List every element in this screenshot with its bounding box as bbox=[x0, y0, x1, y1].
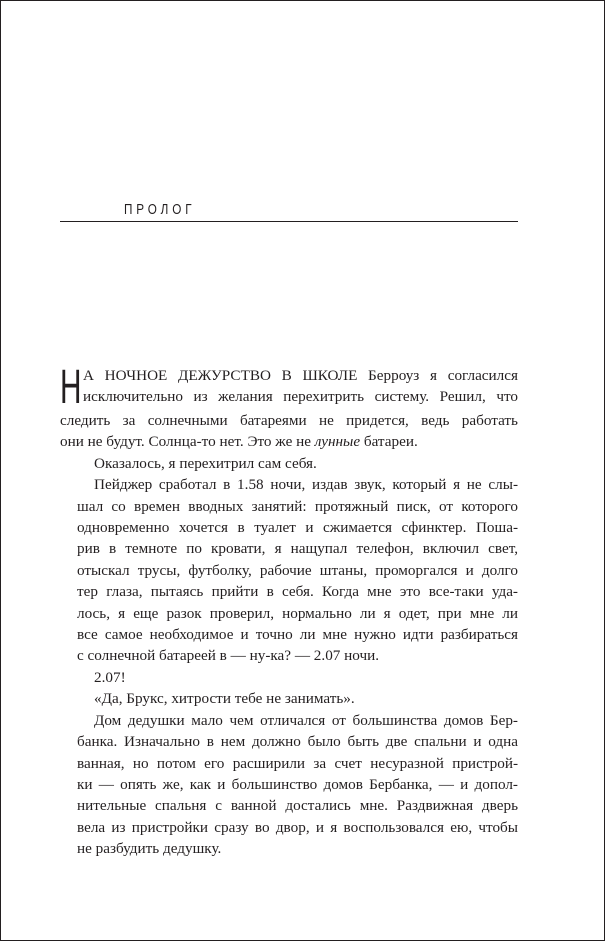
text-line: ванная, но потом его расширили за счет несуразной пристрой- bbox=[77, 754, 518, 772]
text-line: вела из пристройки сразу во двор, и я воспользовался ею, чтобы bbox=[77, 818, 518, 836]
paragraph bbox=[60, 667, 518, 688]
opening-paragraph bbox=[60, 361, 518, 453]
italic-word: лунные bbox=[314, 433, 361, 451]
text-line: все самое необходимое и точно ли мне нужно идти разбираться bbox=[77, 626, 518, 644]
text-line: рив в темноте по кровати, я нащупал телефон, включил свет, bbox=[77, 540, 518, 558]
text-line: 2.07! bbox=[94, 668, 126, 686]
text-line: одновременно хочется в туалет и сжимается сфинктер. Поша- bbox=[77, 519, 518, 537]
text-line: тер глаза, пытаясь прийти в себя. Когда мне это все-таки уда- bbox=[77, 583, 518, 601]
text-line: нительные спальня с ванной достались мне. Раздвижная дверь bbox=[77, 797, 518, 815]
text-line: «Да, Брукс, хитрости тебе не занимать». bbox=[94, 690, 355, 708]
text-line: ки — опять же, как и большинство домов Бербанка, — и допол- bbox=[77, 775, 518, 793]
paragraph bbox=[60, 453, 518, 474]
text-line: не разбудить дедушку. bbox=[77, 840, 222, 858]
text-line: шал со времен вводных занятий: протяжный писк, от которого bbox=[77, 497, 518, 515]
text-line: следить за солнечными батареями не придется, ведь работать bbox=[60, 412, 518, 429]
text-fragment: они не будут. Солнца-то нет. Это же не bbox=[60, 433, 315, 451]
text-line: банка. Изначально в нем должно было быть две спальни и одна bbox=[77, 733, 518, 751]
text-line: исключительно из желания перехитрить систему. Решил, что bbox=[83, 388, 518, 406]
drop-cap: Н bbox=[60, 361, 82, 414]
paragraph bbox=[60, 474, 518, 667]
paragraph bbox=[60, 688, 518, 709]
chapter-heading-rule bbox=[60, 201, 518, 222]
text-fragment: батареи. bbox=[360, 433, 418, 451]
text-line: Пейджер сработал в 1.58 ночи, издав звук, который я не слы- bbox=[94, 476, 518, 494]
text-line: лось, я еще разок проверил, нормально ли я одет, при мне ли bbox=[77, 604, 518, 622]
text-line: А НОЧНОЕ ДЕЖУРСТВО В ШКОЛЕ Берроуз я согласился bbox=[83, 367, 518, 384]
text-line: с солнечной батареей в — ну-ка? — 2.07 ночи. bbox=[77, 647, 380, 665]
chapter-body bbox=[60, 361, 518, 860]
text-line bbox=[60, 431, 518, 452]
paragraph bbox=[60, 710, 518, 860]
text-line: Оказалось, я перехитрил сам себя. bbox=[94, 454, 317, 472]
text-line: Дом дедушки мало чем отличался от большинства домов Бер- bbox=[94, 711, 518, 729]
chapter-title: ПРОЛОГ bbox=[124, 201, 196, 218]
text-line: отыскал трусы, футболку, рабочие штаны, проморгался и долго bbox=[77, 561, 518, 579]
